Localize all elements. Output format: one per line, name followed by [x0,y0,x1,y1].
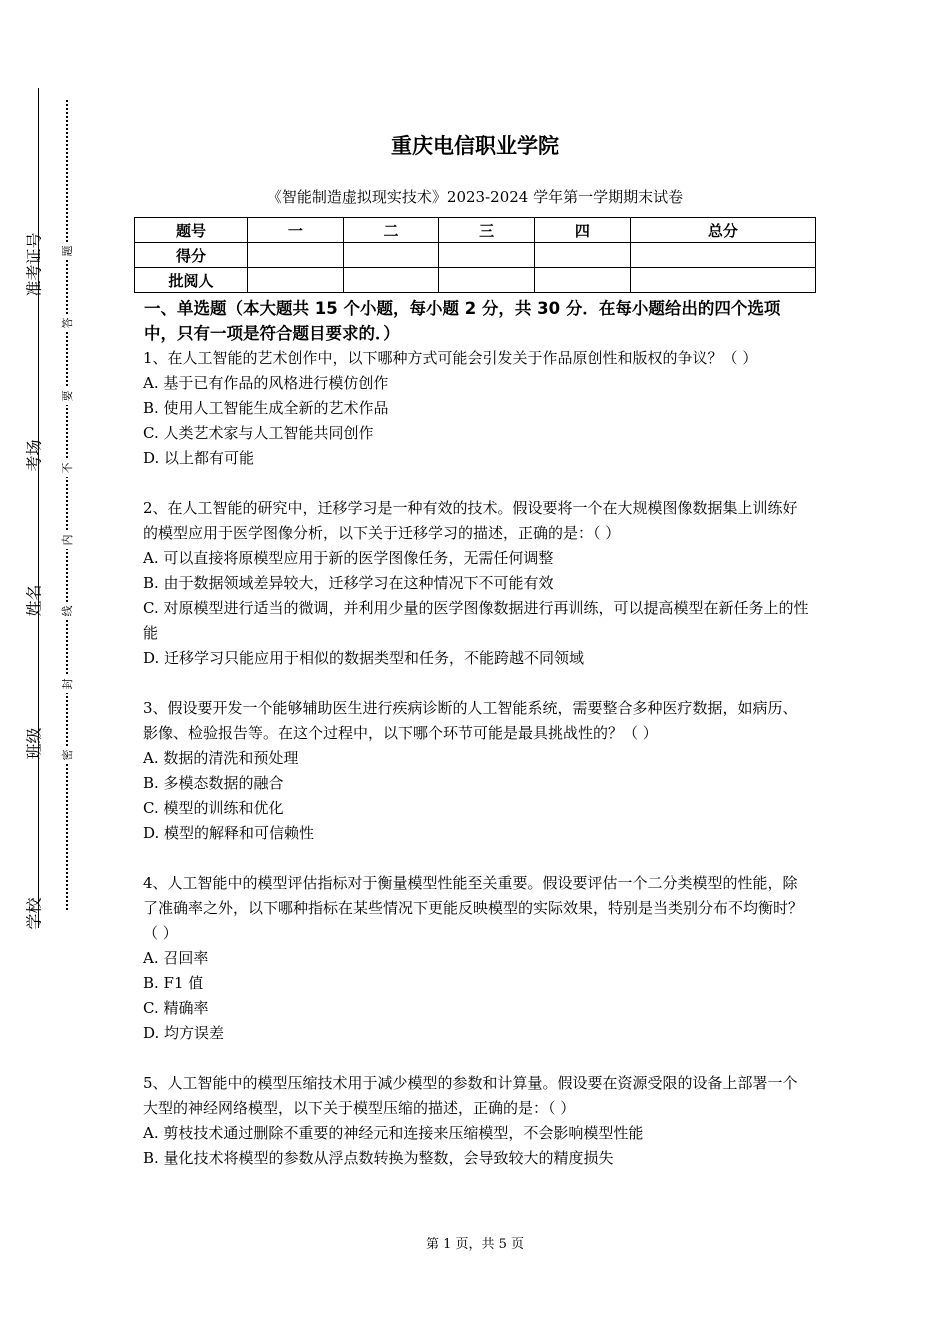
option-a: A. 可以直接将原模型应用于新的医学图像任务，无需任何调整 [143,549,554,567]
question-text: 3、假设要开发一个能够辅助医生进行疾病诊断的人工智能系统，需要整合多种医疗数据，如病历、影像、检验报告等。在这个过程中，以下哪个环节可能是最具挑战性的？（ ） [143,699,798,742]
exam-subtitle: 《智能制造虚拟现实技术》2023-2024 学年第一学期期末试卷 [266,188,684,206]
reviewer-cell[interactable] [439,268,535,293]
score-cell[interactable] [343,243,439,268]
reviewer-cell[interactable] [343,268,439,293]
field-school: 学校 [24,897,44,930]
question-2 [143,496,811,671]
option-b: B. 量化技术将模型的参数从浮点数转换为整数，会导致较大的精度损失 [143,1149,614,1167]
table-header-cell: 题号 [135,218,248,243]
seal-dotted-line [66,100,68,910]
score-table-header-row [135,218,816,243]
seal-char: 密 [59,746,75,764]
seal-char: 封 [59,675,75,693]
field-name: 姓名 [24,584,44,617]
reviewer-cell[interactable] [630,268,815,293]
field-class: 班级 [24,727,44,760]
table-header-cell: 总分 [630,218,815,243]
binding-line [38,88,39,928]
option-d: D. 模型的解释和可信赖性 [143,824,315,842]
score-cell[interactable] [630,243,815,268]
page-title: 重庆电信职业学院 [391,134,559,158]
question-4 [143,871,811,1046]
reviewer-cell[interactable] [535,268,631,293]
seal-char: 题 [59,242,75,260]
seal-char: 答 [59,314,75,332]
seal-char: 线 [59,602,75,620]
table-header-cell: 二 [343,218,439,243]
question-5 [143,1071,811,1171]
option-d: D. 迁移学习只能应用于相似的数据类型和任务，不能跨越不同领域 [143,649,585,667]
option-a: A. 剪枝技术通过删除不重要的神经元和连接来压缩模型，不会影响模型性能 [143,1124,644,1142]
exam-content [143,296,811,1171]
option-b: B. 由于数据领域差异较大，迁移学习在这种情况下不可能有效 [143,574,554,592]
option-d: D. 以上都有可能 [143,449,255,467]
option-c: C. 人类艺术家与人工智能共同创作 [143,424,374,442]
reviewer-cell[interactable] [248,268,344,293]
question-1 [143,346,811,471]
question-text: 4、人工智能中的模型评估指标对于衡量模型性能至关重要。假设要评估一个二分类模型的性能，除了准确率之外，以下哪种指标在某些情况下更能反映模型的实际效果，特别是当类别分布不均衡时？（ ） [143,874,804,942]
score-cell[interactable] [535,243,631,268]
option-c: C. 模型的训练和优化 [143,799,284,817]
question-text: 2、在人工智能的研究中，迁移学习是一种有效的技术。假设要将一个在大规模图像数据集上训练好的模型应用于医学图像分析，以下关于迁移学习的描述，正确的是：（ ） [143,499,798,542]
question-3 [143,696,811,846]
table-header-cell: 四 [535,218,631,243]
option-d: D. 均方误差 [143,1024,225,1042]
option-a: A. 召回率 [143,949,209,967]
option-a: A. 基于已有作品的风格进行模仿创作 [143,374,389,392]
seal-char: 内 [59,531,75,549]
score-row [135,243,816,268]
score-table [134,217,816,293]
field-exam-id: 准考证号 [24,232,44,297]
page-number: 第 1 页，共 5 页 [425,1237,525,1252]
score-cell[interactable] [248,243,344,268]
option-b: B. 多模态数据的融合 [143,774,284,792]
table-header-cell: 三 [439,218,535,243]
row-label: 得分 [135,243,248,268]
seal-char: 要 [59,387,75,405]
question-text: 1、在人工智能的艺术创作中，以下哪种方式可能会引发关于作品原创性和版权的争议？（ ） [143,349,758,367]
score-cell[interactable] [439,243,535,268]
section-heading: 一、单选题（本大题共 15 个小题，每小题 2 分，共 30 分．在每小题给出的四个选项中，只有一项是符合题目要求的．） [144,299,781,343]
question-text: 5、人工智能中的模型压缩技术用于减少模型的参数和计算量。假设要在资源受限的设备上部署一个大型的神经网络模型，以下关于模型压缩的描述，正确的是：（ ） [143,1074,798,1117]
seal-char: 不 [59,459,75,477]
option-a: A. 数据的清洗和预处理 [143,749,299,767]
option-c: C. 精确率 [143,999,209,1017]
field-exam-room: 考场 [24,439,44,472]
table-header-cell: 一 [248,218,344,243]
option-b: B. F1 值 [143,974,204,992]
option-c: C. 对原模型进行适当的微调，并利用少量的医学图像数据进行再训练，可以提高模型在新任务上的性能 [143,599,809,642]
option-b: B. 使用人工智能生成全新的艺术作品 [143,399,389,417]
reviewer-row [135,268,816,293]
row-label: 批阅人 [135,268,248,293]
